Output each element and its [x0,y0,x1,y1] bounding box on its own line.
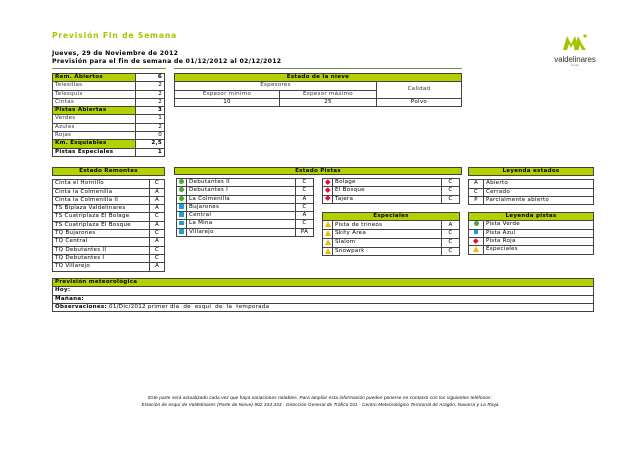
summary-label: Telesillas [53,82,136,90]
especiales-title: Especiales [323,213,460,221]
remonte-status: C [150,230,165,238]
summary-label: Cintas [53,98,136,106]
yellow-triangle-icon [473,246,479,252]
report-date: Jueves, 29 de Noviembre de 2012 [52,50,179,57]
summary-row [53,107,165,115]
pista-name: Villarejo [187,228,296,236]
leyenda-row [469,246,594,255]
green-circle-icon [474,221,479,226]
logo-name: valdelinares [554,55,596,64]
pista-type-label: Pista Verde [484,221,594,229]
observaciones-value: 01/Dic/2012 primer día de esquí de la temporada [109,303,270,310]
estado-label: Parcialmente abierto [484,196,594,204]
especial-row [323,221,460,230]
pista-status: A [296,212,314,220]
summary-label: Telesquís [53,90,136,98]
remonte-status: A [150,238,165,246]
pista-status: C [442,187,460,195]
remonte-status: A [150,205,165,213]
summary-value: 2 [136,98,165,106]
summary-label: Pistas Especiales [53,148,136,156]
summary-value: 1 [136,115,165,123]
pista-row [177,179,314,187]
summary-row [53,148,165,156]
remonte-status: A [150,221,165,229]
calidad-value: Polvo [377,98,462,106]
remontes-title: Estado Remontes [53,168,165,176]
blue-square-icon [474,230,479,235]
remonte-row [53,263,165,271]
pista-status: C [442,179,460,187]
pistas-table-right [322,178,460,204]
pista-row [177,228,314,236]
footer-contacts: Estación de esquí de Valdelinares (Parte de Nieve) 902 334 333 - Dirección General de Tráfico 011 - Centro Meteorológico Territorial de Aragón, Navarra y La Rioja [141,402,499,407]
espesor-max-value: 25 [280,98,377,106]
leyenda-pistas-title: Leyenda pistas [469,213,594,221]
hoy-label: Hoy: [55,287,71,294]
observaciones-label: Observaciones: [55,303,107,310]
logo-tagline: teruel [571,64,579,67]
summary-row [53,115,165,123]
remonte-name: TS Cuatriplaza El Bolage [53,213,150,221]
especial-name: Pista de trineos [333,221,442,230]
summary-value: 1 [136,148,165,156]
remonte-status: C [150,213,165,221]
remonte-row [53,230,165,238]
pista-name: Bolage [333,179,442,187]
pista-status: C [296,187,314,195]
logo [545,33,605,67]
leyenda-row [469,180,594,188]
remonte-row [53,254,165,262]
leyenda-row [469,188,594,196]
summary-row [53,74,165,82]
pista-type-label: Especiales [484,246,594,255]
summary-label: Km. Esquiables [53,140,136,148]
pista-status: C [296,220,314,228]
leyenda-row [469,237,594,245]
remonte-status: C [150,180,165,188]
pista-status: A [296,195,314,203]
summary-row [53,140,165,148]
yellow-triangle-icon [325,221,331,227]
page-title: Previsión Fin de Semana [52,31,178,40]
estado-code: C [469,188,484,196]
remonte-name: TQ Villarejo [53,263,150,271]
remonte-row [53,246,165,254]
especial-status: C [442,247,460,256]
especial-name: Skity Área [333,230,442,239]
pista-row [177,220,314,228]
estado-label: Abierto [484,180,594,188]
summary-value: 3 [136,107,165,115]
meteo-table [52,278,594,312]
remonte-name: Cinta el Hornillo [53,180,150,188]
summary-row [53,123,165,131]
leyenda-row [469,221,594,229]
pista-type-label: Pista Azul [484,229,594,237]
remonte-name: TS Cuatriplaza El Bosque [53,221,150,229]
logo-mark-icon [562,33,588,51]
summary-value: 2 [136,82,165,90]
pista-type-label: Pista Roja [484,237,594,245]
especiales-table [322,212,460,256]
pista-row [177,187,314,195]
remonte-row [53,213,165,221]
pista-row [177,195,314,203]
estado-label: Cerrado [484,188,594,196]
blue-square-icon [179,221,184,226]
blue-square-icon [179,212,184,217]
green-circle-icon [179,196,184,201]
yellow-triangle-icon [325,230,331,236]
forecast-range: Previsión para el fin de semana de 01/12/2012 al 02/12/2012 [52,58,282,65]
remonte-row [53,180,165,188]
red-diamond-icon [325,187,330,192]
leyenda-estados-table [468,167,594,205]
especial-row [323,238,460,247]
remonte-status: A [150,263,165,271]
blue-square-icon [179,204,184,209]
espesor-max-label: Espesor máximo [280,90,377,98]
especial-status: C [442,230,460,239]
green-circle-icon [179,187,184,192]
remonte-status: C [150,254,165,262]
manana-label: Mañana: [55,295,84,302]
pista-row [323,195,460,203]
remonte-name: Cinta la Colmenilla [53,188,150,196]
especial-status: A [442,221,460,230]
pista-row [177,203,314,211]
summary-value: 2 [136,90,165,98]
remonte-status: C [150,246,165,254]
summary-label: Rojas [53,132,136,140]
yellow-triangle-icon [325,248,331,254]
blue-square-icon [179,229,184,234]
especial-name: Slalom [333,238,442,247]
divider [174,68,462,69]
pistas-title: Estado Pistas [174,167,462,175]
pista-row [323,187,460,195]
pista-status: PA [296,228,314,236]
pista-name: La Mina [187,220,296,228]
leyenda-estados-title: Leyenda estados [469,168,594,176]
remonte-status: A [150,196,165,204]
pista-row [323,179,460,187]
meteo-title: Previsión meteorológica [53,279,594,287]
espesor-min-label: Espesor mínimo [175,90,280,98]
pista-name: Debutantes II [187,179,296,187]
summary-label: Verdes [53,115,136,123]
especial-row [323,230,460,239]
remonte-name: TQ Debutantes I [53,254,150,262]
red-diamond-icon [474,238,479,243]
pistas-table-left [176,178,314,237]
pista-status: C [442,195,460,203]
remontes-table [52,167,165,272]
summary-row [53,98,165,106]
espesores-label: Espesores [175,82,377,90]
summary-value: 0 [136,132,165,140]
leyenda-row [469,229,594,237]
summary-value: 6 [136,74,165,82]
footer-note: Este parte será actualizado cada vez que haya variaciones notables. Para ampliar esta información pueden ponerse en contacto con los siguientes teléfonos: [148,395,492,400]
summary-row [53,90,165,98]
pista-row [177,212,314,220]
pista-status: C [296,203,314,211]
pista-status: C [296,179,314,187]
summary-value: 2 [136,123,165,131]
pista-name: Central [187,212,296,220]
summary-label: Azules [53,123,136,131]
remonte-name: TQ Debutantes II [53,246,150,254]
leyenda-row [469,196,594,204]
leyenda-pistas-table [468,212,594,255]
remonte-status: A [150,188,165,196]
divider [52,68,166,69]
green-circle-icon [179,179,184,184]
espesor-min-value: 10 [175,98,280,106]
yellow-triangle-icon [325,239,331,245]
summary-table [52,73,165,157]
summary-label: Pistas Abiertas [53,107,136,115]
calidad-label: Calidad [377,82,462,99]
summary-row [53,82,165,90]
pista-name: El Bosque [333,187,442,195]
pista-name: Debutantes I [187,187,296,195]
pista-name: La Colmenilla [187,195,296,203]
remonte-name: TQ Central [53,238,150,246]
remonte-row [53,188,165,196]
remonte-name: TS Biplaza Valdelinares [53,205,150,213]
red-diamond-icon [325,179,330,184]
summary-value: 2,5 [136,140,165,148]
especial-row [323,247,460,256]
snow-table [174,73,462,107]
especial-name: Snowpark [333,247,442,256]
remonte-row [53,205,165,213]
especial-status: C [442,238,460,247]
remonte-row [53,238,165,246]
red-diamond-icon [325,196,330,201]
estado-code: P [469,196,484,204]
remonte-row [53,221,165,229]
pista-name: Tajera [333,195,442,203]
estado-code: A [469,180,484,188]
remonte-row [53,196,165,204]
summary-label: Rem. Abiertos [53,74,136,82]
remonte-name: Cinta la Colmenilla II [53,196,150,204]
summary-row [53,132,165,140]
pista-name: Bujarones [187,203,296,211]
snow-title: Estado de la nieve [175,74,462,82]
remonte-name: TQ Bujarones [53,230,150,238]
